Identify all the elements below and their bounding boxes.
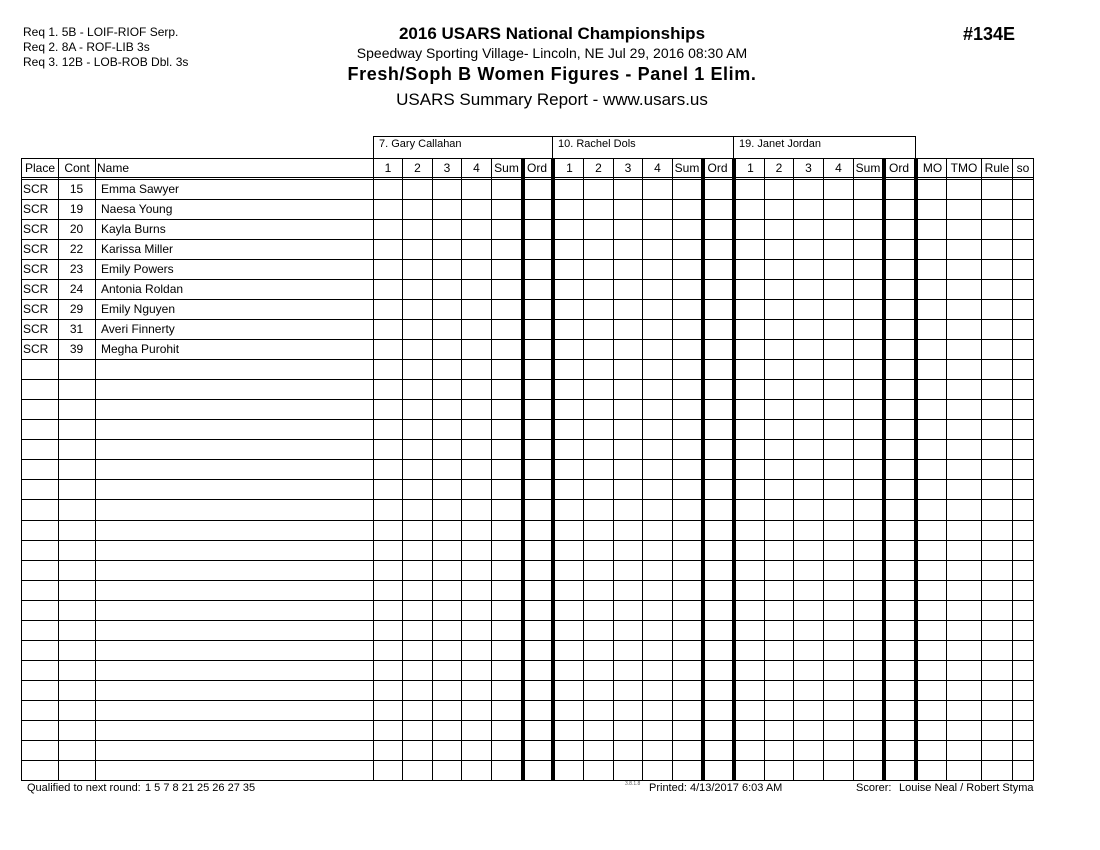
column-header-j1-sum: Sum [494,161,519,175]
place-cell: SCR [23,242,49,256]
place-cell: SCR [23,202,49,216]
version-number: 3.8.1.8 [625,781,641,787]
name-cell: Naesa Young [101,202,173,216]
column-header-j3-1: 1 [747,161,754,175]
column-header-j1-1: 1 [384,161,392,175]
cont-cell: 29 [69,302,84,316]
column-header-j2-3: 3 [624,161,632,175]
place-cell: SCR [23,222,49,236]
name-cell: Averi Finnerty [101,322,175,336]
column-header-j2-2: 2 [595,161,602,175]
column-header-j2-sum: Sum [674,161,700,175]
column-header-place: Place [24,161,56,175]
event-name: Fresh/Soph B Women Figures - Panel 1 Elim. [347,64,757,84]
name-cell: Antonia Roldan [101,282,184,296]
report-title: 2016 USARS National Championships [398,24,706,43]
column-header-j1-3: 3 [443,161,451,175]
place-cell: SCR [23,322,49,336]
column-divider [1033,158,1034,781]
place-cell: SCR [23,282,49,296]
printed-timestamp: Printed: 4/13/2017 6:03 AM [649,782,783,794]
requirement-2: Req 2. 8A - ROF-LIB 3s [23,40,150,54]
name-cell: Emily Nguyen [101,302,176,316]
place-cell: SCR [23,262,49,276]
column-header-j2-1: 1 [566,161,573,175]
cont-cell: 15 [69,182,84,196]
column-header-cont: Cont [64,161,90,175]
column-header-j1-2: 2 [414,161,421,175]
event-number: #134E [963,24,1016,44]
column-header-j2-ord: Ord [707,161,728,175]
qualified-list: 1 5 7 8 21 25 26 27 35 [145,782,256,794]
column-header-j2-4: 4 [654,161,661,175]
column-header-j3-ord: Ord [888,161,909,175]
column-header-tmo: TMO [950,161,978,175]
column-header-j3-4: 4 [835,161,842,175]
scorer-label: Scorer: [856,782,892,794]
column-header-j3-3: 3 [805,161,812,175]
column-header-so: so [1016,161,1030,175]
name-cell: Megha Purohit [101,342,180,356]
cont-cell: 24 [69,282,84,296]
cont-cell: 20 [69,222,84,236]
column-header-j3-sum: Sum [855,161,881,175]
cont-cell: 39 [69,342,84,356]
column-header-rule: Rule [984,161,1010,175]
cont-cell: 31 [69,322,84,336]
place-cell: SCR [23,302,49,316]
place-cell: SCR [23,342,49,356]
qualified-label: Qualified to next round: [27,782,141,794]
venue-line: Speedway Sporting Village- Lincoln, NE Jul 29, 2016 08:30 AM [356,45,748,61]
column-header-mo: MO [922,161,943,175]
judge-header-2: 10. Rachel Dols [552,136,734,158]
name-cell: Emma Sawyer [101,182,180,196]
cont-cell: 23 [69,262,84,276]
name-cell: Karissa Miller [101,242,174,256]
column-header-j3-2: 2 [775,161,783,175]
column-header-j1-4: 4 [473,161,480,175]
scorer-names: Louise Neal / Robert Styma [899,782,1034,794]
requirement-3: Req 3. 12B - LOB-ROB Dbl. 3s [23,55,189,69]
report-subtitle: USARS Summary Report - www.usars.us [396,90,708,109]
cont-cell: 22 [69,242,84,256]
cont-cell: 19 [69,202,84,216]
column-header-j1-ord: Ord [526,161,547,175]
column-header-name: Name [97,161,130,175]
judge-header-3: 19. Janet Jordan [733,136,916,158]
name-cell: Emily Powers [101,262,174,276]
name-cell: Kayla Burns [101,222,166,236]
place-cell: SCR [23,182,49,196]
judge-header-1: 7. Gary Callahan [373,136,553,158]
requirement-1: Req 1. 5B - LOIF-RIOF Serp. [23,25,179,39]
